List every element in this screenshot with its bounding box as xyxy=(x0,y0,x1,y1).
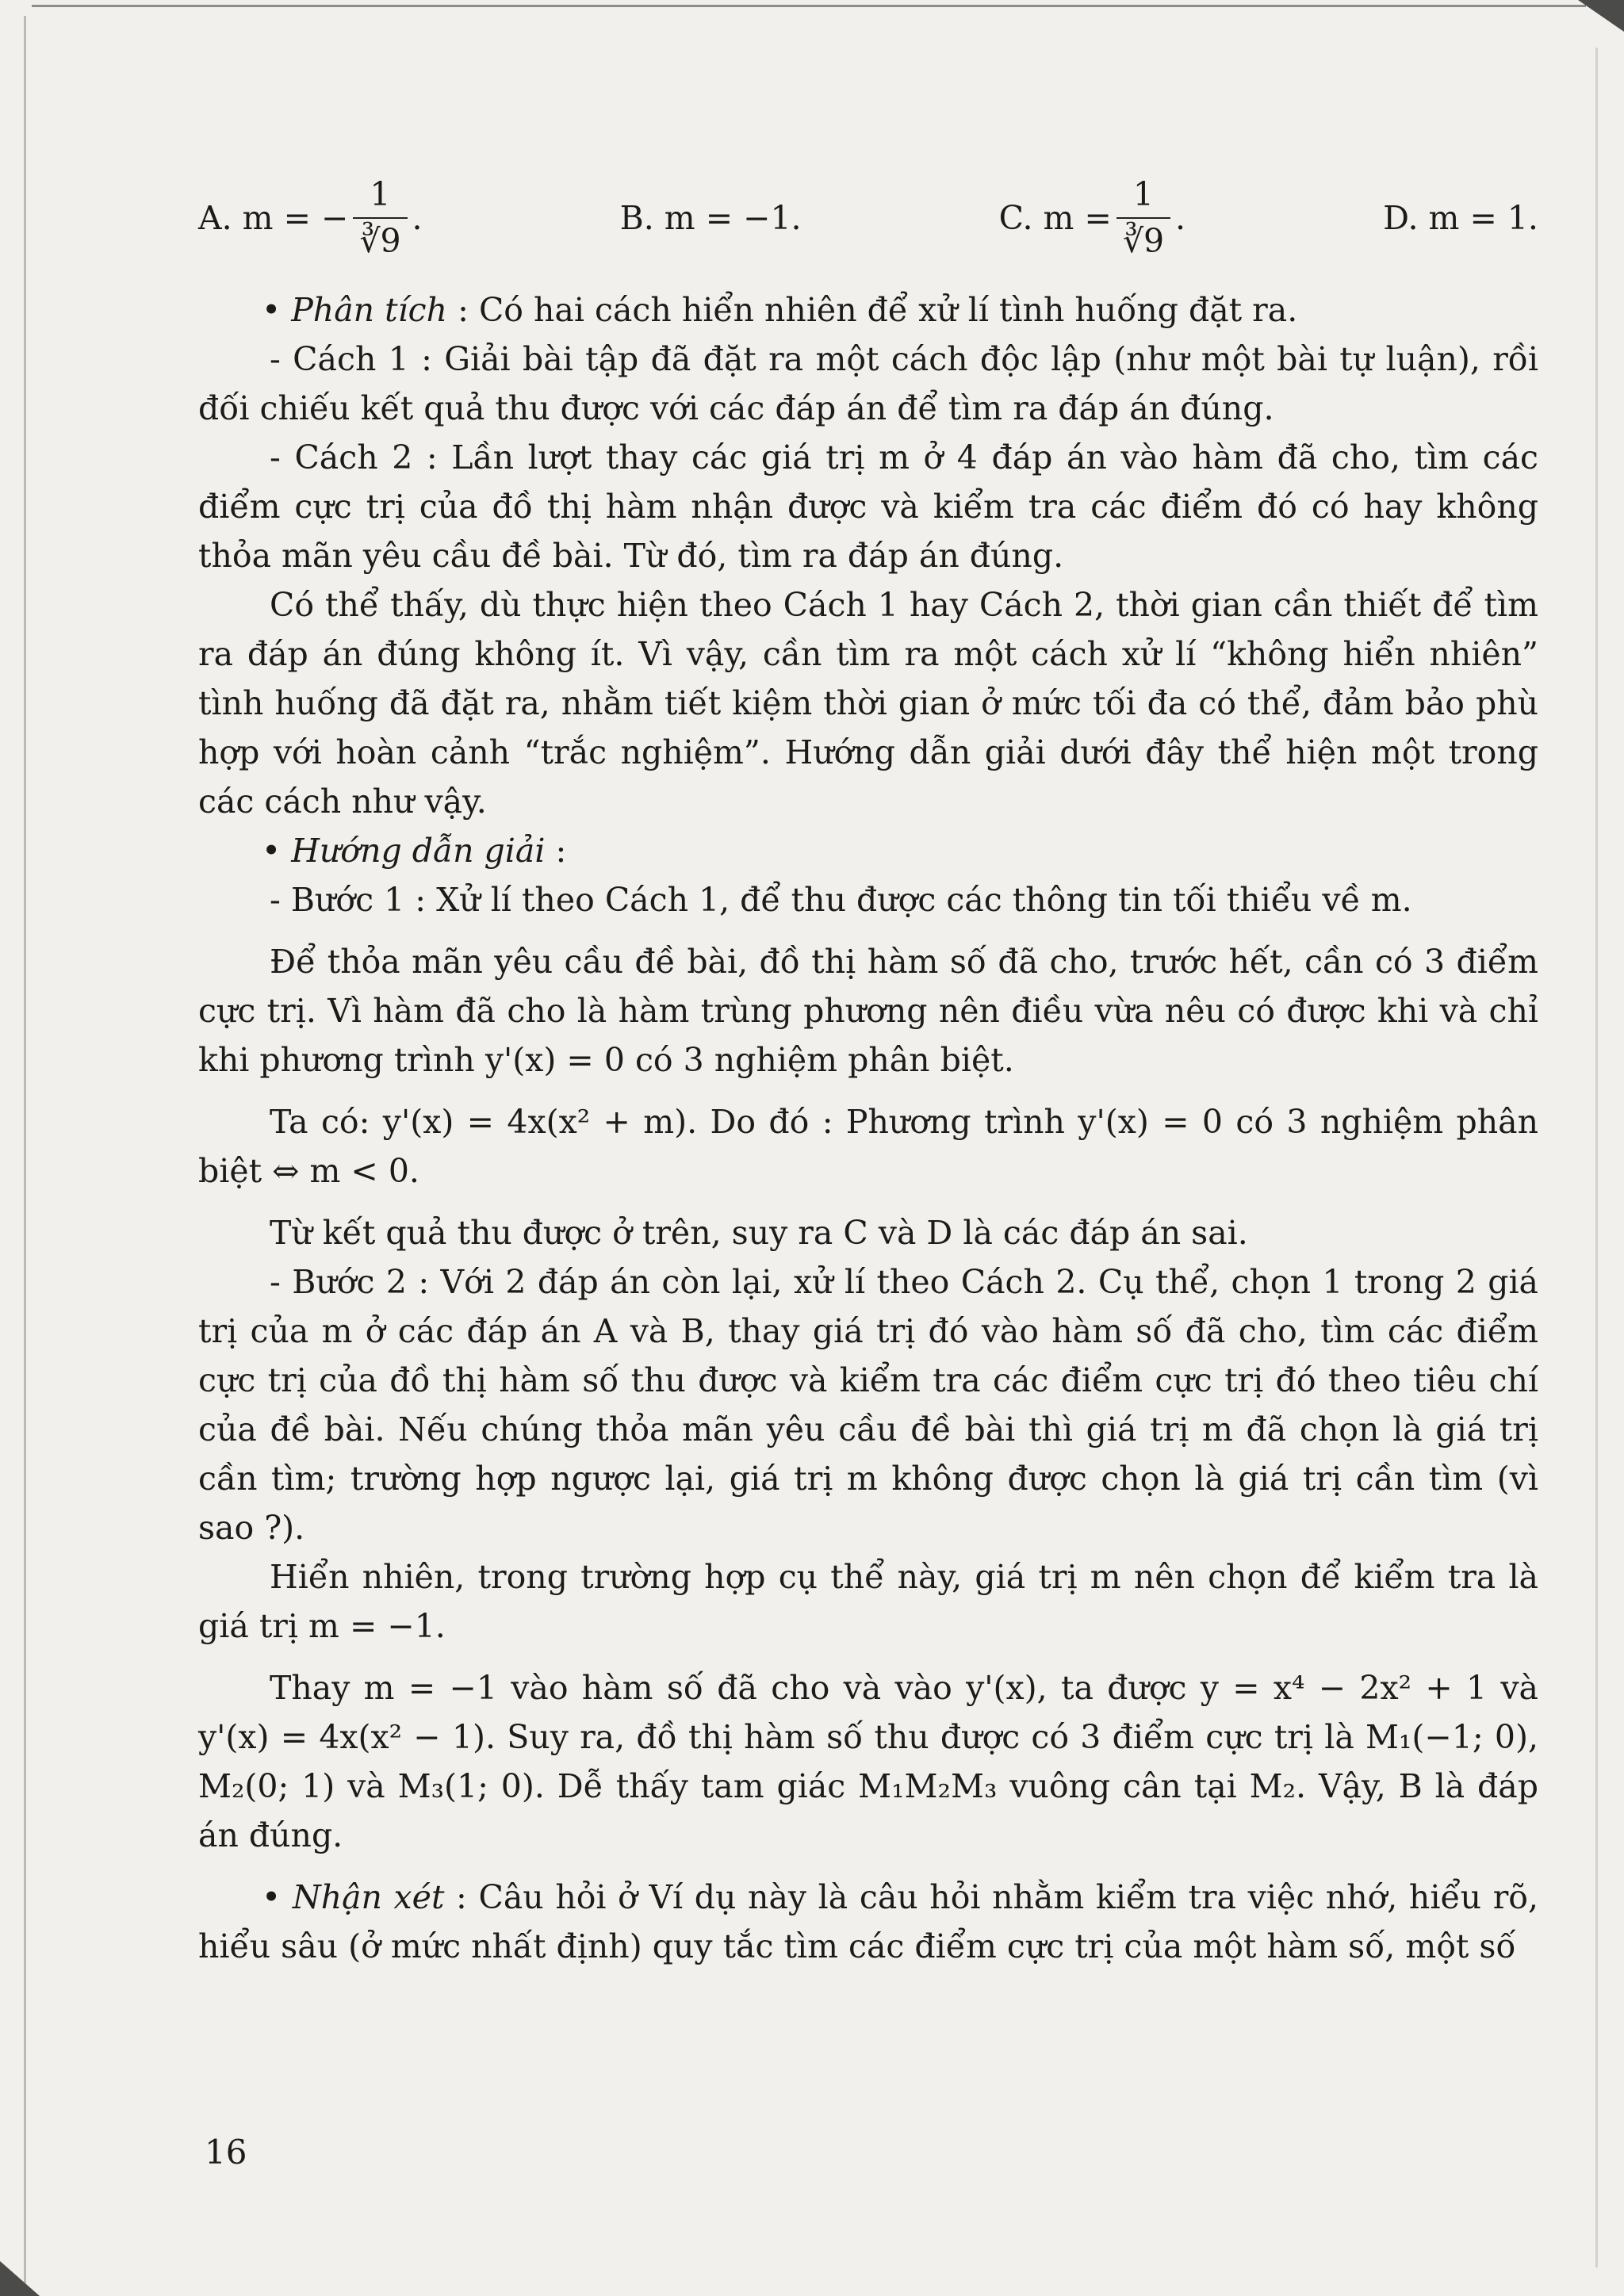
option-a-denominator: ∛9 xyxy=(353,217,407,259)
page-content xyxy=(198,159,1538,1971)
buoc-2-paragraph: - Bước 2 : Với 2 đáp án còn lại, xử lí theo Cách 2. Cụ thể, chọn 1 trong 2 giá trị của m ở các đáp án A và B, thay giá trị đó vào hàm số đã cho, tìm các điểm cực trị của đồ thị hàm số thu được và kiểm tra các điểm cực trị đó theo tiêu chí của đề bài. Nếu chúng thỏa mãn yêu cầu đề bài thì giá trị m đã chọn là giá trị cần tìm; trường hợp ngược lại, giá trị m không được chọn là giá trị cần tìm (vì sao ?). xyxy=(198,1263,1538,1547)
ta-co-paragraph: Ta có: y'(x) = 4x(x² + m). Do đó : Phương trình y'(x) = 0 có 3 nghiệm phân biệt ⇔ m < 0. xyxy=(198,1103,1538,1190)
page-number: 16 xyxy=(205,2133,247,2172)
phan-tich-label: Phân tích xyxy=(291,291,448,329)
bullet-icon: • xyxy=(262,1878,293,1916)
phan-tich-paragraph xyxy=(198,285,1538,335)
nhan-xet-paragraph xyxy=(198,1873,1538,1971)
nhan-xet-text: : Câu hỏi ở Ví dụ này là câu hỏi nhằm kiểm tra việc nhớ, hiểu rõ, hiểu sâu (ở mức nhất định) quy tắc tìm các điểm cực trị của một hàm số, một số xyxy=(198,1878,1539,1965)
thay-paragraph: Thay m = −1 vào hàm số đã cho và vào y'(x), ta được y = x⁴ − 2x² + 1 và y'(x) = 4x(x² − 1). Suy ra, đồ thị hàm số thu được có 3 điểm cực trị là M₁(−1; 0), M₂(0; 1) và M₃(1; 0). Dễ thấy tam giác M₁M₂M₃ vuông cân tại M₂. Vậy, B là đáp án đúng. xyxy=(198,1669,1538,1854)
option-c-label: C. m = xyxy=(998,199,1112,237)
co-the-thay-paragraph: Có thể thấy, dù thực hiện theo Cách 1 hay Cách 2, thời gian cần thiết để tìm ra đáp án đúng không ít. Vì vậy, cần tìm ra một cách xử lí “không hiển nhiên” tình huống đã đặt ra, nhằm tiết kiệm thời gian ở mức tối đa có thể, đảm bảo phù hợp với hoàn cảnh “trắc nghiệm”. Hướng dẫn giải dưới đây thể hiện một trong các cách như vậy. xyxy=(198,586,1538,821)
huong-dan-label: Hướng dẫn giải xyxy=(291,832,546,870)
option-c-numerator: 1 xyxy=(1132,174,1154,213)
scan-edge-right xyxy=(1595,48,1598,2267)
option-c xyxy=(998,174,1186,260)
tu-ket-qua-paragraph: Từ kết quả thu được ở trên, suy ra C và D là các đáp án sai. xyxy=(270,1214,1248,1252)
bullet-icon: • xyxy=(262,291,292,329)
option-d: D. m = 1. xyxy=(1383,199,1538,237)
option-a-end: . xyxy=(412,199,423,237)
scan-edge-left xyxy=(24,16,26,2283)
huong-dan-heading xyxy=(198,826,1538,875)
de-thoa-man-paragraph: Để thỏa mãn yêu cầu đề bài, đồ thị hàm số đã cho, trước hết, cần có 3 điểm cực trị. Vì hàm đã cho là hàm trùng phương nên điều vừa nêu có được khi và chỉ khi phương trình y'(x) = 0 có 3 nghiệm phân biệt. xyxy=(198,943,1538,1079)
option-a-label: A. m = − xyxy=(198,199,349,237)
scan-corner-top-right xyxy=(1578,0,1624,32)
scan-corner-bottom-left xyxy=(0,2261,40,2296)
huong-dan-suffix: : xyxy=(545,832,567,870)
buoc-1-paragraph: - Bước 1 : Xử lí theo Cách 1, để thu được các thông tin tối thiểu về m. xyxy=(270,881,1412,919)
hien-nhien-paragraph: Hiển nhiên, trong trường hợp cụ thể này, giá trị m nên chọn để kiểm tra là giá trị m = −1. xyxy=(198,1558,1538,1645)
scan-edge-top xyxy=(32,5,1586,7)
nhan-xet-label: Nhận xét xyxy=(292,1878,445,1916)
option-a xyxy=(198,174,423,260)
answer-options xyxy=(198,159,1538,277)
option-c-end: . xyxy=(1175,199,1186,237)
option-b: B. m = −1. xyxy=(619,199,802,237)
phan-tich-text: : Có hai cách hiển nhiên để xử lí tình huống đặt ra. xyxy=(447,291,1298,329)
cach-1-paragraph: - Cách 1 : Giải bài tập đã đặt ra một cách độc lập (như một bài tự luận), rồi đối chiếu kết quả thu được với các đáp án để tìm ra đáp án đúng. xyxy=(198,340,1538,427)
option-c-denominator: ∛9 xyxy=(1116,217,1170,259)
option-a-numerator: 1 xyxy=(370,174,391,213)
cach-2-paragraph: - Cách 2 : Lần lượt thay các giá trị m ở 4 đáp án vào hàm đã cho, tìm các điểm cực trị của đồ thị hàm nhận được và kiểm tra các điểm đó có hay không thỏa mãn yêu cầu đề bài. Từ đó, tìm ra đáp án đúng. xyxy=(198,438,1538,575)
bullet-icon: • xyxy=(262,832,292,870)
option-a-fraction xyxy=(353,174,407,260)
option-c-fraction xyxy=(1116,174,1170,260)
